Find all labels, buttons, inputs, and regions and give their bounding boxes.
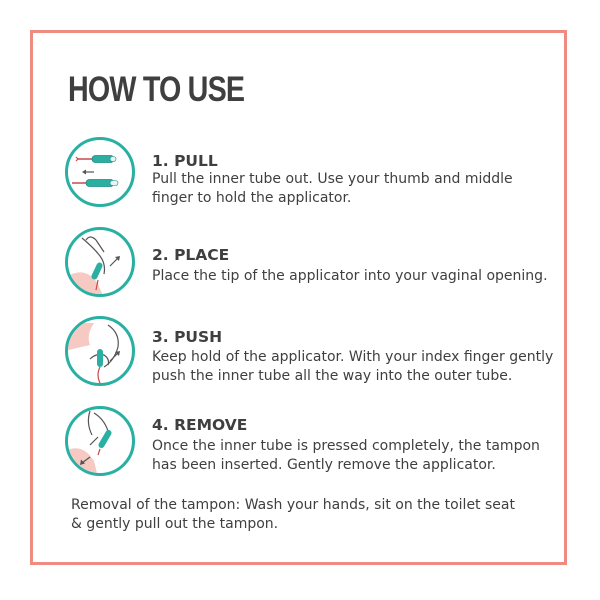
step-description: Once the inner tube is pressed completely, the tampon has been inserted. Gently remove the applicator. (152, 438, 540, 473)
applicator-place-icon (64, 226, 136, 298)
step-description: Place the tip of the applicator into your vaginal opening. (152, 268, 548, 284)
step-title: 4. REMOVE (152, 416, 248, 434)
step-title: 2. PLACE (152, 246, 230, 264)
applicator-pull-icon (64, 136, 136, 208)
applicator-push-icon (64, 315, 136, 387)
step-description: Keep hold of the applicator. With your index finger gently push the inner tube all the way into the outer tube. (152, 349, 554, 384)
applicator-remove-icon (64, 405, 136, 477)
step-title: 3. PUSH (152, 328, 223, 346)
removal-instructions: Removal of the tampon: Wash your hands, sit on the toilet seat & gently pull out the tampon. (71, 497, 515, 532)
step-description: Pull the inner tube out. Use your thumb and middle finger to hold the applicator. (152, 171, 513, 206)
page-title: HOW TO USE (68, 70, 245, 109)
step-title: 1. PULL (152, 152, 218, 170)
